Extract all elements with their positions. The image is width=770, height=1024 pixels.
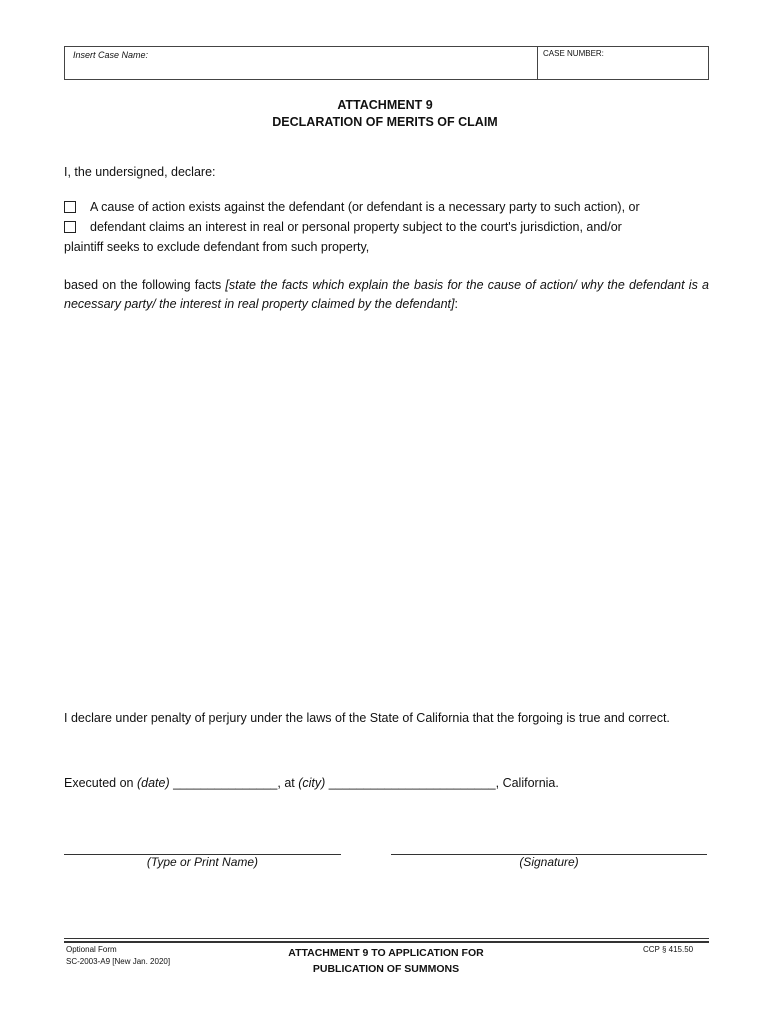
option2-text: defendant claims an interest in real or personal property subject to the court's jurisdiction, and/or bbox=[90, 220, 622, 234]
facts-colon: : bbox=[454, 297, 458, 311]
option-cause-of-action bbox=[64, 198, 709, 217]
executed-line bbox=[64, 774, 559, 793]
signature-label: (Signature) bbox=[519, 855, 579, 869]
footer-rule-thick bbox=[64, 941, 709, 943]
facts-paragraph bbox=[64, 276, 709, 314]
executed-prefix: Executed on bbox=[64, 776, 137, 790]
facts-plain-text: based on the following facts bbox=[64, 278, 226, 292]
footer-title-line1: ATTACHMENT 9 TO APPLICATION FOR bbox=[288, 947, 484, 959]
declaration-title: DECLARATION OF MERITS OF CLAIM bbox=[272, 115, 498, 129]
case-name-label: Insert Case Name: bbox=[73, 50, 149, 60]
cause-of-action-checkbox[interactable] bbox=[64, 201, 76, 213]
footer-rule-thin bbox=[64, 938, 709, 939]
statute-reference: CCP § 415.50 bbox=[643, 945, 694, 954]
footer-title-line2: PUBLICATION OF SUMMONS bbox=[312, 963, 460, 975]
perjury-statement: I declare under penalty of perjury under the laws of the State of California that the forgoing is true and correct. bbox=[64, 711, 670, 725]
case-header-box bbox=[64, 46, 709, 80]
header-divider bbox=[537, 47, 538, 79]
option1-text: A cause of action exists against the defendant (or defendant is a necessary party to such action), or bbox=[90, 200, 640, 214]
facts-instruction: [state the facts which explain the basis for the cause of action/ why the defendant is a necessary party/ the interest in real property claimed by the defendant] bbox=[64, 278, 709, 311]
attachment-title: ATTACHMENT 9 bbox=[337, 98, 433, 112]
option2-continuation: plaintiff seeks to exclude defendant from such property, bbox=[64, 240, 370, 254]
declare-intro: I, the undersigned, declare: bbox=[64, 165, 216, 179]
property-claim-checkbox[interactable] bbox=[64, 221, 76, 233]
date-blank[interactable]: _______________, at bbox=[169, 776, 299, 790]
optional-form-label: Optional Form bbox=[66, 945, 117, 954]
footer-title bbox=[250, 945, 522, 977]
city-blank[interactable]: ________________________, California. bbox=[325, 776, 559, 790]
case-number-label: CASE NUMBER: bbox=[543, 49, 604, 58]
name-label: (Type or Print Name) bbox=[146, 855, 259, 869]
city-label: (city) bbox=[298, 776, 326, 790]
option-property-claim bbox=[64, 218, 709, 237]
form-code: SC-2003-A9 [New Jan. 2020] bbox=[66, 957, 171, 966]
date-label: (date) bbox=[136, 776, 170, 790]
